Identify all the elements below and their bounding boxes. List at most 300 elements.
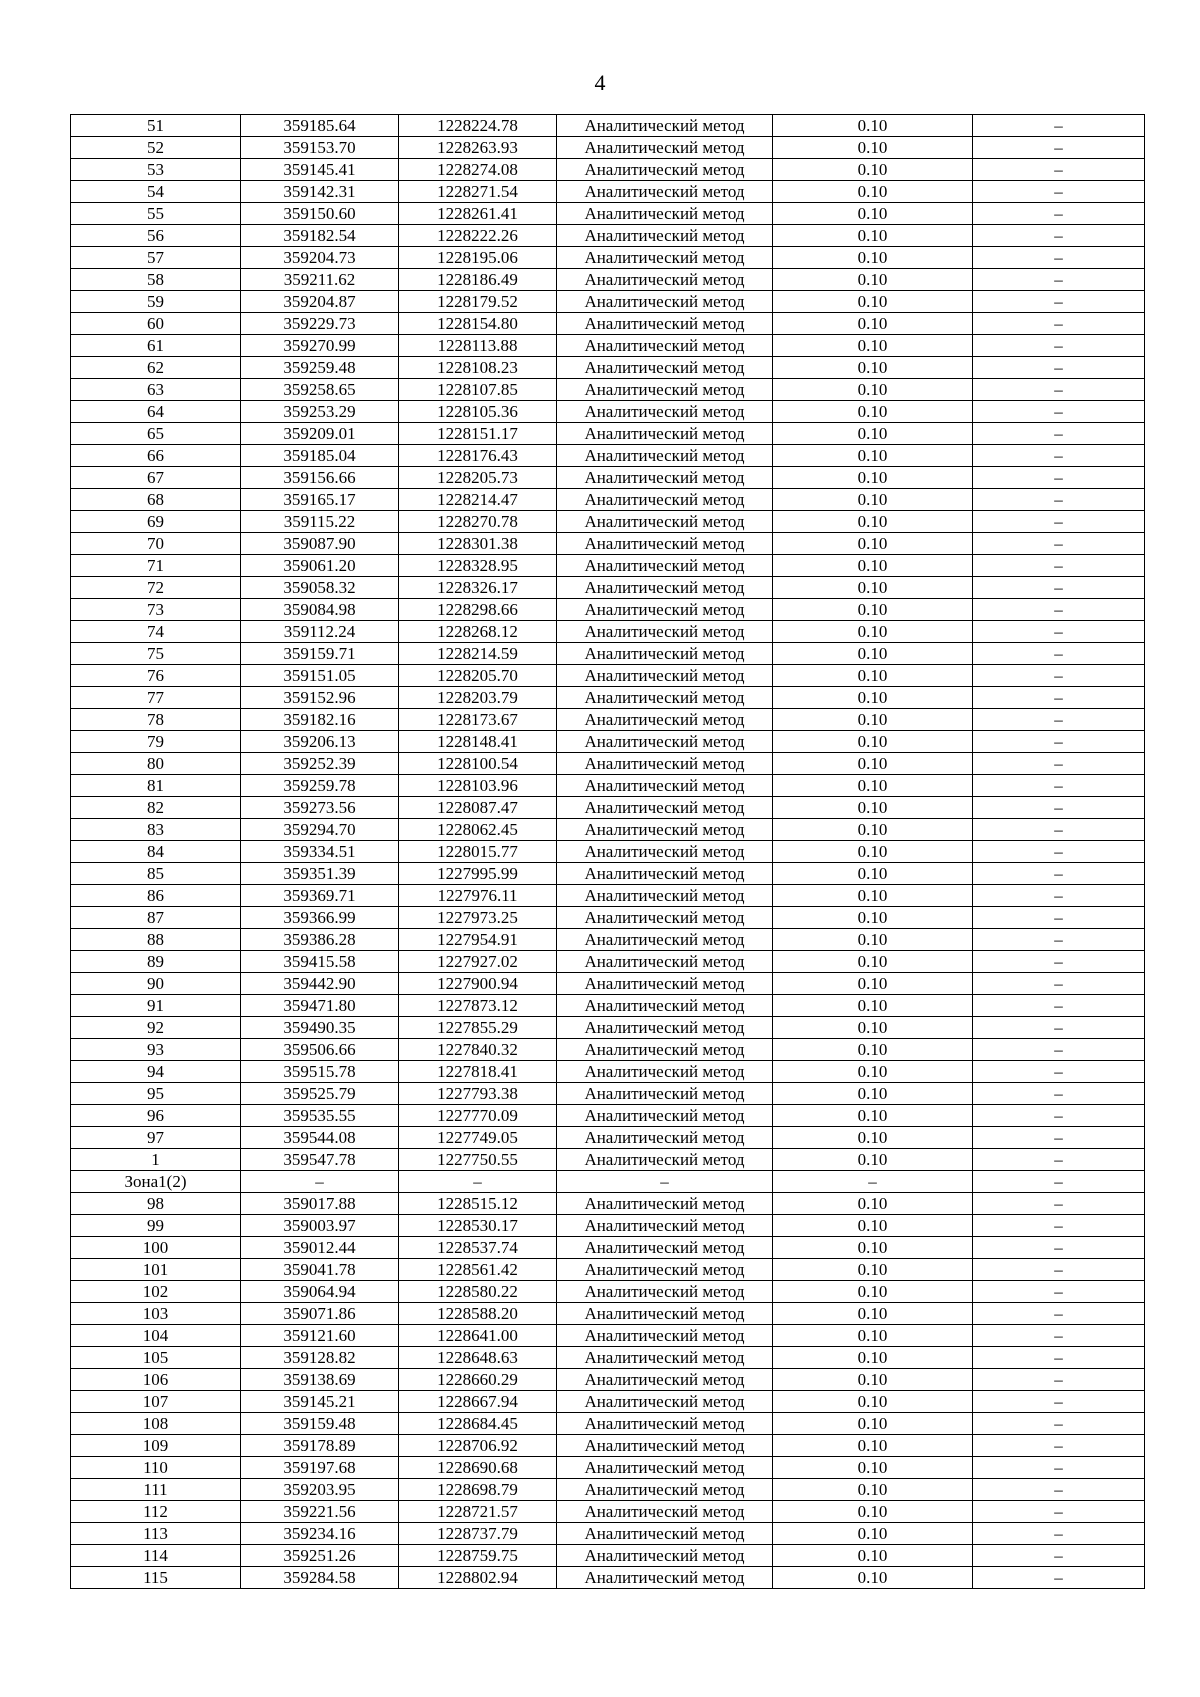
x-coordinate-cell: 359535.55 [241,1105,399,1127]
table-row [71,1061,1145,1083]
point-number-cell: 105 [71,1347,241,1369]
accuracy-cell: 0.10 [773,1149,973,1171]
point-number-cell: 112 [71,1501,241,1523]
accuracy-cell: 0.10 [773,863,973,885]
method-cell: Аналитический метод [557,819,773,841]
x-coordinate-cell: 359334.51 [241,841,399,863]
note-cell: – [973,753,1145,775]
note-cell: – [973,1105,1145,1127]
y-coordinate-cell: 1227976.11 [399,885,557,907]
y-coordinate-cell: 1228588.20 [399,1303,557,1325]
method-cell: Аналитический метод [557,533,773,555]
point-number-cell: 67 [71,467,241,489]
point-number-cell: 70 [71,533,241,555]
point-number-cell: 91 [71,995,241,1017]
x-coordinate-cell: 359259.48 [241,357,399,379]
accuracy-cell: 0.10 [773,907,973,929]
y-coordinate-cell: 1227873.12 [399,995,557,1017]
y-coordinate-cell: 1228268.12 [399,621,557,643]
y-coordinate-cell: 1227973.25 [399,907,557,929]
accuracy-cell: 0.10 [773,115,973,137]
point-number-cell: 72 [71,577,241,599]
note-cell: – [973,247,1145,269]
point-number-cell: 114 [71,1545,241,1567]
table-row [71,1303,1145,1325]
table-row [71,1193,1145,1215]
point-number-cell: 58 [71,269,241,291]
y-coordinate-cell: 1227818.41 [399,1061,557,1083]
method-cell: Аналитический метод [557,225,773,247]
y-coordinate-cell: – [399,1171,557,1193]
note-cell: – [973,1215,1145,1237]
x-coordinate-cell: 359138.69 [241,1369,399,1391]
point-number-cell: 103 [71,1303,241,1325]
y-coordinate-cell: 1228530.17 [399,1215,557,1237]
point-number-cell: 53 [71,159,241,181]
x-coordinate-cell: 359204.87 [241,291,399,313]
table-row [71,137,1145,159]
point-number-cell: 57 [71,247,241,269]
y-coordinate-cell: 1228151.17 [399,423,557,445]
method-cell: Аналитический метод [557,1281,773,1303]
x-coordinate-cell: 359182.16 [241,709,399,731]
accuracy-cell: 0.10 [773,225,973,247]
point-number-cell: 98 [71,1193,241,1215]
point-number-cell: 68 [71,489,241,511]
note-cell: – [973,1567,1145,1589]
accuracy-cell: 0.10 [773,1325,973,1347]
table-row [71,489,1145,511]
accuracy-cell: 0.10 [773,291,973,313]
table-row [71,687,1145,709]
table-row [71,1105,1145,1127]
method-cell: Аналитический метод [557,1061,773,1083]
y-coordinate-cell: 1228148.41 [399,731,557,753]
note-cell: – [973,511,1145,533]
method-cell: Аналитический метод [557,731,773,753]
point-number-cell: 78 [71,709,241,731]
table-row [71,423,1145,445]
method-cell: Аналитический метод [557,181,773,203]
accuracy-cell: 0.10 [773,533,973,555]
accuracy-cell: 0.10 [773,1193,973,1215]
table-row [71,247,1145,269]
table-row [71,445,1145,467]
accuracy-cell: 0.10 [773,379,973,401]
y-coordinate-cell: 1228274.08 [399,159,557,181]
table-row [71,951,1145,973]
method-cell: Аналитический метод [557,775,773,797]
accuracy-cell: 0.10 [773,445,973,467]
table-row [71,1325,1145,1347]
method-cell: Аналитический метод [557,335,773,357]
point-number-cell: 55 [71,203,241,225]
x-coordinate-cell: 359252.39 [241,753,399,775]
point-number-cell: 106 [71,1369,241,1391]
y-coordinate-cell: 1228205.70 [399,665,557,687]
note-cell: – [973,599,1145,621]
point-number-cell: 65 [71,423,241,445]
method-cell: Аналитический метод [557,863,773,885]
y-coordinate-cell: 1228108.23 [399,357,557,379]
point-number-cell: 108 [71,1413,241,1435]
y-coordinate-cell: 1228062.45 [399,819,557,841]
table-row [71,1567,1145,1589]
point-number-cell: 56 [71,225,241,247]
point-number-cell: 97 [71,1127,241,1149]
accuracy-cell: 0.10 [773,599,973,621]
x-coordinate-cell: – [241,1171,399,1193]
point-number-cell: 99 [71,1215,241,1237]
method-cell: Аналитический метод [557,599,773,621]
method-cell: Аналитический метод [557,467,773,489]
method-cell: Аналитический метод [557,423,773,445]
y-coordinate-cell: 1228515.12 [399,1193,557,1215]
point-number-cell: 93 [71,1039,241,1061]
note-cell: – [973,907,1145,929]
point-number-cell: 94 [71,1061,241,1083]
method-cell: Аналитический метод [557,269,773,291]
x-coordinate-cell: 359064.94 [241,1281,399,1303]
note-cell: – [973,731,1145,753]
table-row [71,379,1145,401]
accuracy-cell: 0.10 [773,1457,973,1479]
table-row [71,819,1145,841]
method-cell: Аналитический метод [557,291,773,313]
accuracy-cell: 0.10 [773,1127,973,1149]
table-row [71,467,1145,489]
y-coordinate-cell: 1228263.93 [399,137,557,159]
point-number-cell: 111 [71,1479,241,1501]
point-number-cell: 110 [71,1457,241,1479]
y-coordinate-cell: 1228328.95 [399,555,557,577]
table-row [71,1347,1145,1369]
note-cell: – [973,225,1145,247]
y-coordinate-cell: 1227793.38 [399,1083,557,1105]
table-row [71,863,1145,885]
point-number-cell: 66 [71,445,241,467]
accuracy-cell: 0.10 [773,1545,973,1567]
note-cell: – [973,1017,1145,1039]
y-coordinate-cell: 1228261.41 [399,203,557,225]
note-cell: – [973,423,1145,445]
table-row [71,665,1145,687]
note-cell: – [973,489,1145,511]
table-row [71,533,1145,555]
note-cell: – [973,1545,1145,1567]
accuracy-cell: 0.10 [773,1039,973,1061]
accuracy-cell: 0.10 [773,555,973,577]
y-coordinate-cell: 1228015.77 [399,841,557,863]
accuracy-cell: 0.10 [773,775,973,797]
method-cell: Аналитический метод [557,1017,773,1039]
x-coordinate-cell: 359185.64 [241,115,399,137]
note-cell: – [973,1039,1145,1061]
x-coordinate-cell: 359197.68 [241,1457,399,1479]
y-coordinate-cell: 1228205.73 [399,467,557,489]
x-coordinate-cell: 359234.16 [241,1523,399,1545]
y-coordinate-cell: 1228580.22 [399,1281,557,1303]
y-coordinate-cell: 1228537.74 [399,1237,557,1259]
accuracy-cell: 0.10 [773,841,973,863]
accuracy-cell: 0.10 [773,1567,973,1589]
x-coordinate-cell: 359490.35 [241,1017,399,1039]
point-number-cell: 63 [71,379,241,401]
accuracy-cell: 0.10 [773,731,973,753]
method-cell: Аналитический метод [557,445,773,467]
y-coordinate-cell: 1228179.52 [399,291,557,313]
x-coordinate-cell: 359041.78 [241,1259,399,1281]
x-coordinate-cell: 359178.89 [241,1435,399,1457]
note-cell: – [973,1479,1145,1501]
note-cell: – [973,1149,1145,1171]
accuracy-cell: 0.10 [773,643,973,665]
note-cell: – [973,951,1145,973]
x-coordinate-cell: 359071.86 [241,1303,399,1325]
point-number-cell: 51 [71,115,241,137]
y-coordinate-cell: 1227770.09 [399,1105,557,1127]
point-number-cell: 87 [71,907,241,929]
accuracy-cell: 0.10 [773,1479,973,1501]
method-cell: Аналитический метод [557,1215,773,1237]
y-coordinate-cell: 1228271.54 [399,181,557,203]
table-row [71,709,1145,731]
y-coordinate-cell: 1228298.66 [399,599,557,621]
point-number-cell: 101 [71,1259,241,1281]
y-coordinate-cell: 1228222.26 [399,225,557,247]
y-coordinate-cell: 1228176.43 [399,445,557,467]
method-cell: Аналитический метод [557,137,773,159]
method-cell: Аналитический метод [557,1413,773,1435]
note-cell: – [973,929,1145,951]
x-coordinate-cell: 359206.13 [241,731,399,753]
x-coordinate-cell: 359515.78 [241,1061,399,1083]
accuracy-cell: 0.10 [773,1523,973,1545]
point-number-cell: 52 [71,137,241,159]
point-number-cell: 74 [71,621,241,643]
note-cell: – [973,379,1145,401]
x-coordinate-cell: 359151.05 [241,665,399,687]
method-cell: Аналитический метод [557,159,773,181]
x-coordinate-cell: 359156.66 [241,467,399,489]
table-row [71,1523,1145,1545]
note-cell: – [973,467,1145,489]
accuracy-cell: 0.10 [773,1017,973,1039]
x-coordinate-cell: 359221.56 [241,1501,399,1523]
x-coordinate-cell: 359145.21 [241,1391,399,1413]
x-coordinate-cell: 359442.90 [241,973,399,995]
point-number-cell: 79 [71,731,241,753]
y-coordinate-cell: 1227855.29 [399,1017,557,1039]
method-cell: Аналитический метод [557,1479,773,1501]
note-cell: – [973,115,1145,137]
note-cell: – [973,1501,1145,1523]
table-row [71,1215,1145,1237]
note-cell: – [973,995,1145,1017]
accuracy-cell: 0.10 [773,665,973,687]
note-cell: – [973,863,1145,885]
point-number-cell: 84 [71,841,241,863]
note-cell: – [973,1391,1145,1413]
x-coordinate-cell: 359386.28 [241,929,399,951]
note-cell: – [973,1083,1145,1105]
table-row [71,291,1145,313]
x-coordinate-cell: 359294.70 [241,819,399,841]
x-coordinate-cell: 359209.01 [241,423,399,445]
method-cell: Аналитический метод [557,709,773,731]
x-coordinate-cell: 359415.58 [241,951,399,973]
x-coordinate-cell: 359159.48 [241,1413,399,1435]
accuracy-cell: 0.10 [773,1303,973,1325]
method-cell: Аналитический метод [557,555,773,577]
table-row [71,643,1145,665]
method-cell: Аналитический метод [557,1149,773,1171]
coordinates-table [70,114,1145,1589]
y-coordinate-cell: 1228326.17 [399,577,557,599]
point-number-cell: 95 [71,1083,241,1105]
method-cell: Аналитический метод [557,577,773,599]
table-row [71,599,1145,621]
table-row [71,1083,1145,1105]
note-cell: – [973,313,1145,335]
point-number-cell: 61 [71,335,241,357]
table-row [71,203,1145,225]
accuracy-cell: 0.10 [773,1501,973,1523]
point-number-cell: 80 [71,753,241,775]
method-cell: Аналитический метод [557,665,773,687]
x-coordinate-cell: 359152.96 [241,687,399,709]
point-number-cell: 82 [71,797,241,819]
accuracy-cell: 0.10 [773,1237,973,1259]
x-coordinate-cell: 359203.95 [241,1479,399,1501]
note-cell: – [973,577,1145,599]
x-coordinate-cell: 359258.65 [241,379,399,401]
method-cell: Аналитический метод [557,1567,773,1589]
y-coordinate-cell: 1228706.92 [399,1435,557,1457]
y-coordinate-cell: 1228186.49 [399,269,557,291]
accuracy-cell: 0.10 [773,203,973,225]
accuracy-cell: 0.10 [773,577,973,599]
table-row [71,621,1145,643]
page-number: 4 [594,70,606,95]
point-number-cell: Зона1(2) [71,1171,241,1193]
table-row [71,1017,1145,1039]
table-row [71,907,1145,929]
method-cell: – [557,1171,773,1193]
y-coordinate-cell: 1228660.29 [399,1369,557,1391]
point-number-cell: 60 [71,313,241,335]
y-coordinate-cell: 1228113.88 [399,335,557,357]
accuracy-cell: 0.10 [773,819,973,841]
y-coordinate-cell: 1228698.79 [399,1479,557,1501]
x-coordinate-cell: 359351.39 [241,863,399,885]
table-row [71,1391,1145,1413]
y-coordinate-cell: 1227954.91 [399,929,557,951]
table-row [71,401,1145,423]
note-cell: – [973,1127,1145,1149]
point-number-cell: 83 [71,819,241,841]
x-coordinate-cell: 359061.20 [241,555,399,577]
note-cell: – [973,1237,1145,1259]
point-number-cell: 71 [71,555,241,577]
table-row [71,885,1145,907]
method-cell: Аналитический метод [557,247,773,269]
note-cell: – [973,885,1145,907]
table-row [71,577,1145,599]
method-cell: Аналитический метод [557,973,773,995]
method-cell: Аналитический метод [557,907,773,929]
point-number-cell: 89 [71,951,241,973]
point-number-cell: 115 [71,1567,241,1589]
y-coordinate-cell: 1228759.75 [399,1545,557,1567]
table-row [71,797,1145,819]
method-cell: Аналитический метод [557,511,773,533]
table-row [71,1149,1145,1171]
point-number-cell: 104 [71,1325,241,1347]
y-coordinate-cell: 1228214.47 [399,489,557,511]
accuracy-cell: 0.10 [773,313,973,335]
note-cell: – [973,1457,1145,1479]
method-cell: Аналитический метод [557,621,773,643]
x-coordinate-cell: 359121.60 [241,1325,399,1347]
note-cell: – [973,775,1145,797]
x-coordinate-cell: 359150.60 [241,203,399,225]
method-cell: Аналитический метод [557,1039,773,1061]
method-cell: Аналитический метод [557,1083,773,1105]
y-coordinate-cell: 1228684.45 [399,1413,557,1435]
x-coordinate-cell: 359185.04 [241,445,399,467]
accuracy-cell: 0.10 [773,467,973,489]
point-number-cell: 85 [71,863,241,885]
x-coordinate-cell: 359525.79 [241,1083,399,1105]
y-coordinate-cell: 1227927.02 [399,951,557,973]
table-row [71,335,1145,357]
point-number-cell: 54 [71,181,241,203]
table-row [71,555,1145,577]
y-coordinate-cell: 1228641.00 [399,1325,557,1347]
point-number-cell: 109 [71,1435,241,1457]
y-coordinate-cell: 1228690.68 [399,1457,557,1479]
note-cell: – [973,1061,1145,1083]
method-cell: Аналитический метод [557,1325,773,1347]
table-row [71,995,1145,1017]
table-row [71,1369,1145,1391]
point-number-cell: 62 [71,357,241,379]
note-cell: – [973,1193,1145,1215]
accuracy-cell: 0.10 [773,181,973,203]
table-row [71,225,1145,247]
method-cell: Аналитический метод [557,1523,773,1545]
accuracy-cell: 0.10 [773,269,973,291]
accuracy-cell: 0.10 [773,995,973,1017]
x-coordinate-cell: 359087.90 [241,533,399,555]
accuracy-cell: 0.10 [773,709,973,731]
coordinates-table-body [71,115,1145,1589]
x-coordinate-cell: 359544.08 [241,1127,399,1149]
method-cell: Аналитический метод [557,841,773,863]
y-coordinate-cell: 1227900.94 [399,973,557,995]
accuracy-cell: 0.10 [773,335,973,357]
method-cell: Аналитический метод [557,115,773,137]
point-number-cell: 90 [71,973,241,995]
point-number-cell: 77 [71,687,241,709]
y-coordinate-cell: 1228195.06 [399,247,557,269]
note-cell: – [973,973,1145,995]
note-cell: – [973,841,1145,863]
note-cell: – [973,1369,1145,1391]
point-number-cell: 86 [71,885,241,907]
note-cell: – [973,1523,1145,1545]
